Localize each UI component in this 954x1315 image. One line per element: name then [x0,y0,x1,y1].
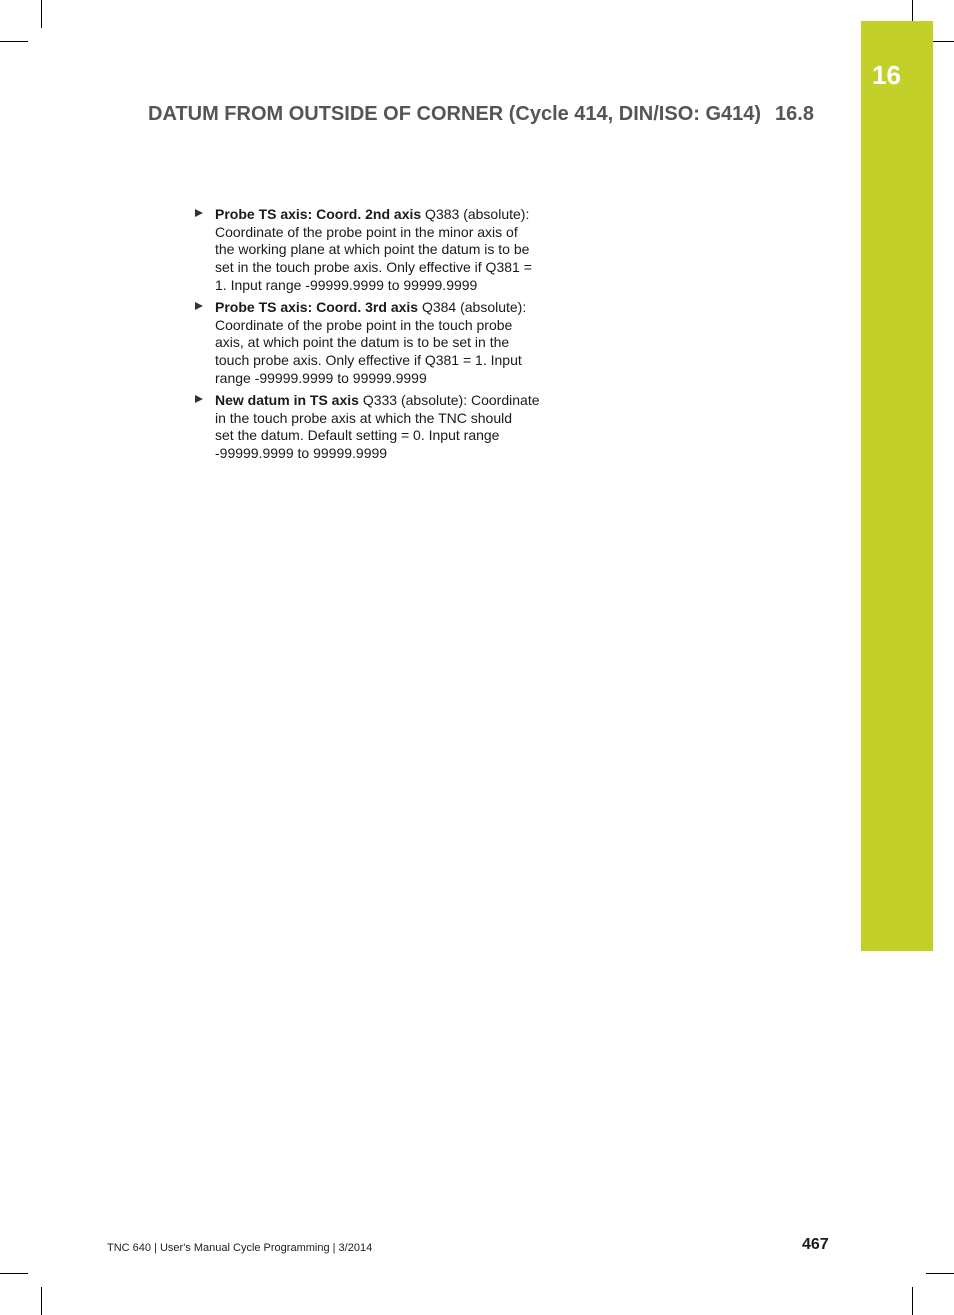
crop-mark [933,41,954,42]
param-text: axis, at which point the datum is to be set in the [215,334,510,351]
page-number: 467 [802,1236,829,1253]
crop-mark [41,1287,42,1315]
param-text: set the datum. Default setting = 0. Input range [215,427,500,444]
list-item [195,392,540,463]
page-header [148,103,814,126]
parameter-list [195,206,540,467]
header-section: 16.8 [775,103,814,125]
param-label: New datum in TS axis [215,392,359,409]
param-text: Coordinate of the probe point in the touch probe [215,316,513,333]
param-text: 1. Input range -99999.9999 to 99999.9999 [215,276,478,293]
bullet-triangle-icon [195,395,203,403]
list-item [195,206,540,295]
chapter-tab [861,21,933,951]
header-title: DATUM FROM OUTSIDE OF CORNER (Cycle 414, DIN/ISO: G414) [148,103,762,125]
crop-mark [912,0,913,21]
crop-mark [41,0,42,28]
param-text: Q383 (absolute): [421,206,530,222]
crop-mark [912,1287,913,1315]
param-label: Probe TS axis: Coord. 3rd axis [215,299,419,316]
bullet-triangle-icon [195,302,203,310]
chapter-number: 16 [872,60,901,90]
crop-mark [926,1273,954,1274]
param-text: in the touch probe axis at which the TNC should [215,409,513,426]
bullet-triangle-icon [195,209,203,217]
param-text: Q384 (absolute): [418,299,527,316]
param-label: Probe TS axis: Coord. 2nd axis [215,206,422,222]
param-text: set in the touch probe axis. Only effective if Q381 = [215,259,532,276]
param-text: Coordinate of the probe point in the minor axis of [215,223,518,240]
param-text: the working plane at which point the datum is to be [215,241,530,258]
list-item [195,299,540,388]
param-text: Q333 (absolute): Coordinate [358,392,540,409]
footer-text: TNC 640 | User's Manual Cycle Programming | 3/2014 [107,1242,373,1254]
crop-mark [0,1273,28,1274]
param-text: range -99999.9999 to 99999.9999 [215,369,427,386]
param-text: touch probe axis. Only effective if Q381 = 1. Input [215,352,522,369]
param-text: -99999.9999 to 99999.9999 [215,445,388,462]
crop-mark [0,41,28,42]
